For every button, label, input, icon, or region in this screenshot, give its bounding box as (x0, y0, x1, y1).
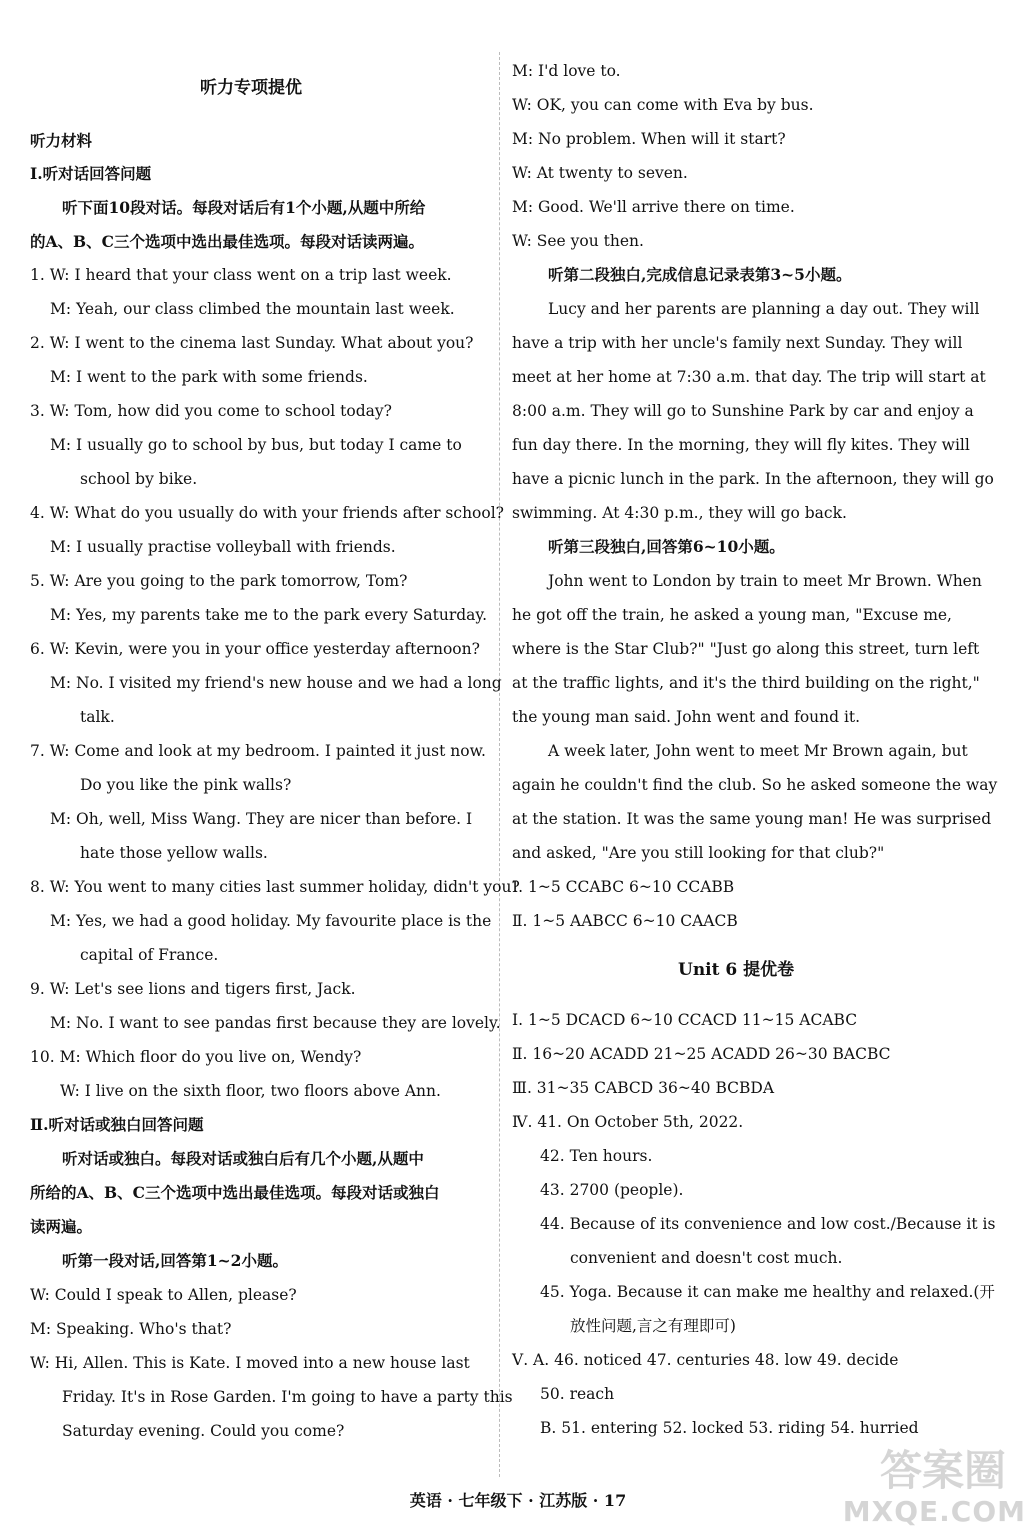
dialogue-line: M: No. I visited my friend's new house and we had a long (50, 674, 502, 692)
dialogue-line: 1. W: I heard that your class went on a trip last week. (30, 266, 452, 284)
dialogue-line: Saturday evening. Could you come? (62, 1422, 345, 1440)
section2-instruction: 所给的A、B、C三个选项中选出最佳选项。每段对话或独白 (30, 1183, 440, 1202)
dialogue-line: M: Yes, we had a good holiday. My favourite place is the (50, 912, 492, 930)
dialogue-line: W: I live on the sixth floor, two floors above Ann. (60, 1082, 441, 1100)
answer-line: B. 51. entering 52. locked 53. riding 54. hurried (540, 1419, 919, 1437)
dialogue-line: M: I'd love to. (512, 62, 621, 80)
paragraph-line: Lucy and her parents are planning a day out. They will (548, 300, 980, 318)
section1-heading: Ⅰ.听对话回答问题 (30, 164, 152, 183)
dialogue-line: M: I usually practise volleyball with friends. (50, 538, 396, 556)
dialogue-line: W: See you then. (512, 232, 644, 250)
paragraph-line: and asked, "Are you still looking for that club?" (512, 844, 885, 862)
dialogue-line: talk. (80, 708, 115, 726)
paragraph-line: meet at her home at 7:30 a.m. that day. The trip will start at (512, 368, 986, 386)
dialogue-line: 9. W: Let's see lions and tigers first, Jack. (30, 980, 356, 998)
paragraph-line: fun day there. In the morning, they will fly kites. They will (512, 436, 970, 454)
dialogue-line: capital of France. (80, 946, 219, 964)
answer-line: 放性问题,言之有理即可) (570, 1317, 736, 1335)
paragraph-line: he got off the train, he asked a young man, "Excuse me, (512, 606, 952, 624)
dialogue-line: 2. W: I went to the cinema last Sunday. What about you? (30, 334, 474, 352)
answer-line: 42. Ten hours. (540, 1147, 653, 1165)
dialogue-line: M: Yes, my parents take me to the park every Saturday. (50, 606, 488, 624)
section-title: 听力专项提优 (200, 78, 302, 98)
answer-line: Ⅰ. 1~5 DCACD 6~10 CCACD 11~15 ACABC (512, 1011, 858, 1029)
part3-heading: 听第三段独白,回答第6~10小题。 (548, 537, 785, 556)
paragraph-line: swimming. At 4:30 p.m., they will go back. (512, 504, 847, 522)
section2-heading: Ⅱ.听对话或独白回答问题 (30, 1115, 204, 1134)
dialogue-line: M: I went to the park with some friends. (50, 368, 368, 386)
dialogue-line: W: At twenty to seven. (512, 164, 688, 182)
watermark-top: 答案圈 (879, 1446, 1006, 1495)
dialogue-line: M: No. I want to see pandas first because they are lovely. (50, 1014, 501, 1032)
answer-line: 45. Yoga. Because it can make me healthy and relaxed.(开 (540, 1283, 995, 1301)
dialogue-line: 4. W: What do you usually do with your friends after school? (30, 504, 504, 522)
answer-line: 43. 2700 (people). (540, 1181, 684, 1199)
dialogue-line: M: Good. We'll arrive there on time. (512, 198, 795, 216)
dialogue-line: M: I usually go to school by bus, but today I came to (50, 436, 462, 454)
dialogue-line: 5. W: Are you going to the park tomorrow, Tom? (30, 572, 408, 590)
dialogue-line: 10. M: Which floor do you live on, Wendy? (30, 1048, 362, 1066)
dialogue-line: W: Hi, Allen. This is Kate. I moved into a new house last (30, 1354, 470, 1372)
paragraph-line: John went to London by train to meet Mr Brown. When (548, 572, 982, 590)
answer-line: Ⅱ. 1~5 AABCC 6~10 CAACB (512, 912, 738, 930)
answer-line: Ⅲ. 31~35 CABCD 36~40 BCBDA (512, 1079, 775, 1097)
dialogue-line: 7. W: Come and look at my bedroom. I painted it just now. (30, 742, 486, 760)
section1-instruction: 听下面10段对话。每段对话后有1个小题,从题中所给 (62, 198, 426, 217)
answer-line: convenient and doesn't cost much. (570, 1249, 843, 1267)
paragraph-line: A week later, John went to meet Mr Brown again, but (548, 742, 968, 760)
dialogue-line: 3. W: Tom, how did you come to school today? (30, 402, 392, 420)
section1-instruction: 的A、B、C三个选项中选出最佳选项。每段对话读两遍。 (30, 232, 424, 251)
paragraph-line: at the station. It was the same young man! He was surprised (512, 810, 992, 828)
part2-heading: 听第二段独白,完成信息记录表第3~5小题。 (548, 265, 852, 284)
dialogue-line: M: Yeah, our class climbed the mountain last week. (50, 300, 455, 318)
answer-line: 50. reach (540, 1385, 615, 1403)
watermark-bottom: MXQE.COM (842, 1495, 1026, 1528)
dialogue-line: Do you like the pink walls? (80, 776, 292, 794)
paragraph-line: the young man said. John went and found it. (512, 708, 861, 726)
dialogue-line: Friday. It's in Rose Garden. I'm going to have a party this (62, 1388, 513, 1406)
unit-title: Unit 6 提优卷 (678, 960, 795, 980)
column-divider (499, 52, 501, 1477)
paragraph-line: again he couldn't find the club. So he asked someone the way (512, 776, 998, 794)
materials-heading: 听力材料 (30, 131, 93, 150)
paragraph-line: at the traffic lights, and it's the third building on the right," (512, 674, 980, 692)
section2-instruction: 读两遍。 (30, 1217, 93, 1236)
answer-line: 44. Because of its convenience and low cost./Because it is (540, 1215, 996, 1233)
dialogue-line: school by bike. (80, 470, 198, 488)
dialogue-line: M: Speaking. Who's that? (30, 1320, 232, 1338)
part1-heading: 听第一段对话,回答第1~2小题。 (62, 1251, 288, 1270)
answer-line: Ⅴ. A. 46. noticed 47. centuries 48. low 49. decide (512, 1351, 899, 1369)
paragraph-line: have a picnic lunch in the park. In the afternoon, they will go (512, 470, 994, 488)
section2-instruction: 听对话或独白。每段对话或独白后有几个小题,从题中 (62, 1149, 424, 1168)
dialogue-line: 8. W: You went to many cities last summer holiday, didn't you? (30, 878, 520, 896)
page-footer: 英语 · 七年级下 · 江苏版 · 17 (409, 1491, 627, 1510)
dialogue-line: hate those yellow walls. (80, 844, 268, 862)
dialogue-line: 6. W: Kevin, were you in your office yesterday afternoon? (30, 640, 480, 658)
paragraph-line: 8:00 a.m. They will go to Sunshine Park by car and enjoy a (512, 402, 974, 420)
answer-line: Ⅰ. 1~5 CCABC 6~10 CCABB (512, 878, 735, 896)
paragraph-line: have a trip with her uncle's family next Sunday. They will (512, 334, 963, 352)
paragraph-line: where is the Star Club?" "Just go along this street, turn left (512, 640, 980, 658)
dialogue-line: M: No problem. When will it start? (512, 130, 786, 148)
answer-line: Ⅱ. 16~20 ACADD 21~25 ACADD 26~30 BACBC (512, 1045, 891, 1063)
answer-line: Ⅳ. 41. On October 5th, 2022. (512, 1113, 744, 1131)
dialogue-line: M: Oh, well, Miss Wang. They are nicer than before. I (50, 810, 473, 828)
watermark-logo (842, 1438, 1026, 1528)
dialogue-line: W: Could I speak to Allen, please? (30, 1286, 297, 1304)
dialogue-line: W: OK, you can come with Eva by bus. (512, 96, 814, 114)
